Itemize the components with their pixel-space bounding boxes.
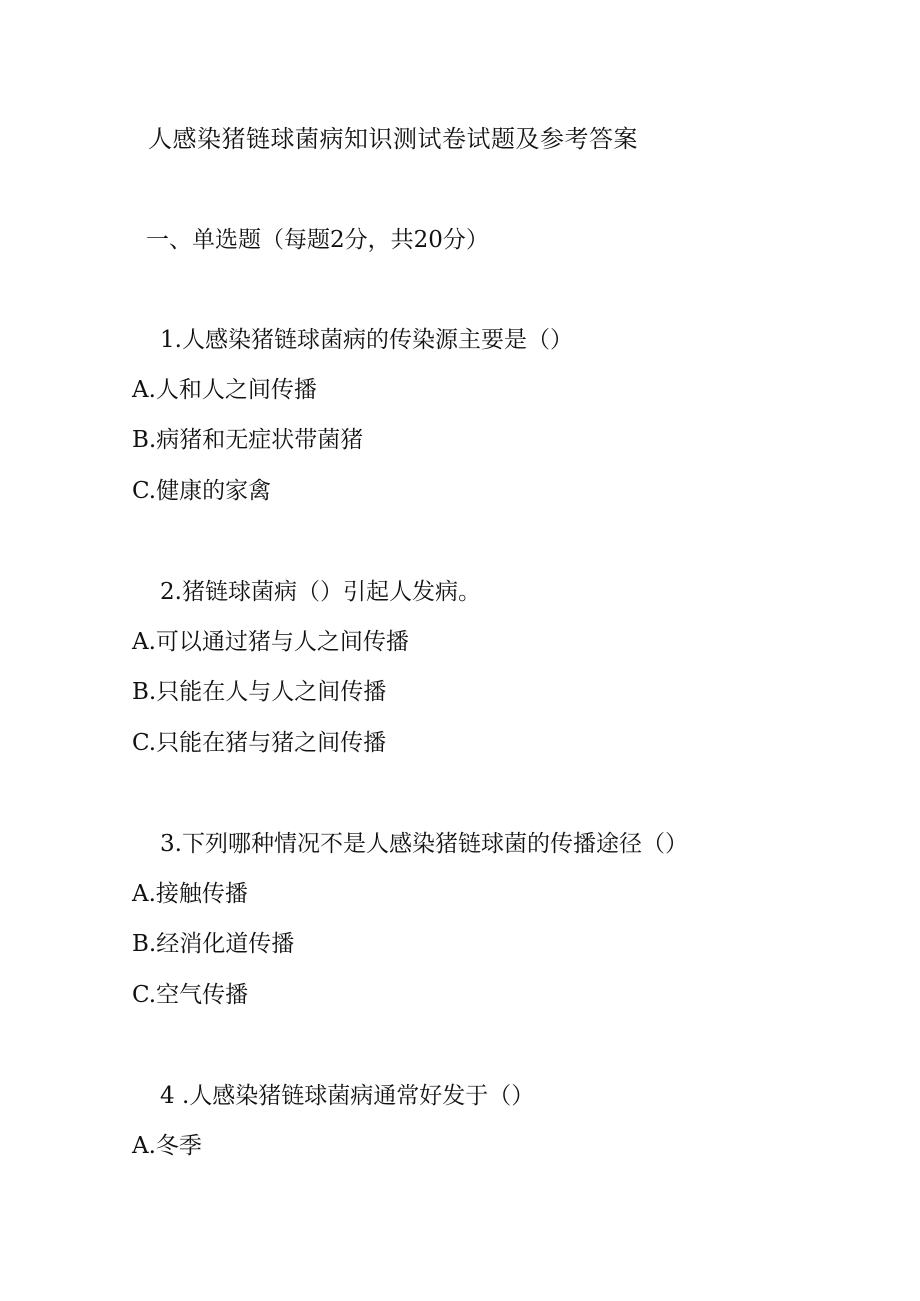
question-2-option-a: A.可以通过猪与人之间传播 bbox=[132, 629, 409, 655]
question-2-option-b: B.只能在人与人之间传播 bbox=[132, 679, 387, 705]
question-3-option-c: C.空气传播 bbox=[132, 982, 249, 1008]
section-heading: 一、单选题（每题2分，共20分） bbox=[146, 227, 489, 253]
question-2-option-c: C.只能在猪与猪之间传播 bbox=[132, 730, 387, 756]
question-3-stem: 3.下列哪种情况不是人感染猪链球菌的传播途径（） bbox=[160, 831, 688, 857]
question-4-option-a: A.冬季 bbox=[132, 1133, 202, 1159]
question-1-option-a: A.人和人之间传播 bbox=[132, 377, 317, 403]
question-1-option-c: C.健康的家禽 bbox=[132, 478, 272, 504]
document-title: 人感染猪链球菌病知识测试卷试题及参考答案 bbox=[148, 125, 638, 153]
question-3-option-a: A.接触传播 bbox=[132, 881, 248, 907]
question-3-option-b: B.经消化道传播 bbox=[132, 931, 295, 957]
question-1-option-b: B.病猪和无症状带菌猪 bbox=[132, 427, 364, 453]
question-1-stem: 1.人感染猪链球菌病的传染源主要是（） bbox=[160, 327, 573, 353]
question-4-stem: 4 .人感染猪链球菌病通常好发于（） bbox=[160, 1083, 535, 1109]
question-2-stem: 2.猪链球菌病（）引起人发病。 bbox=[160, 579, 481, 605]
